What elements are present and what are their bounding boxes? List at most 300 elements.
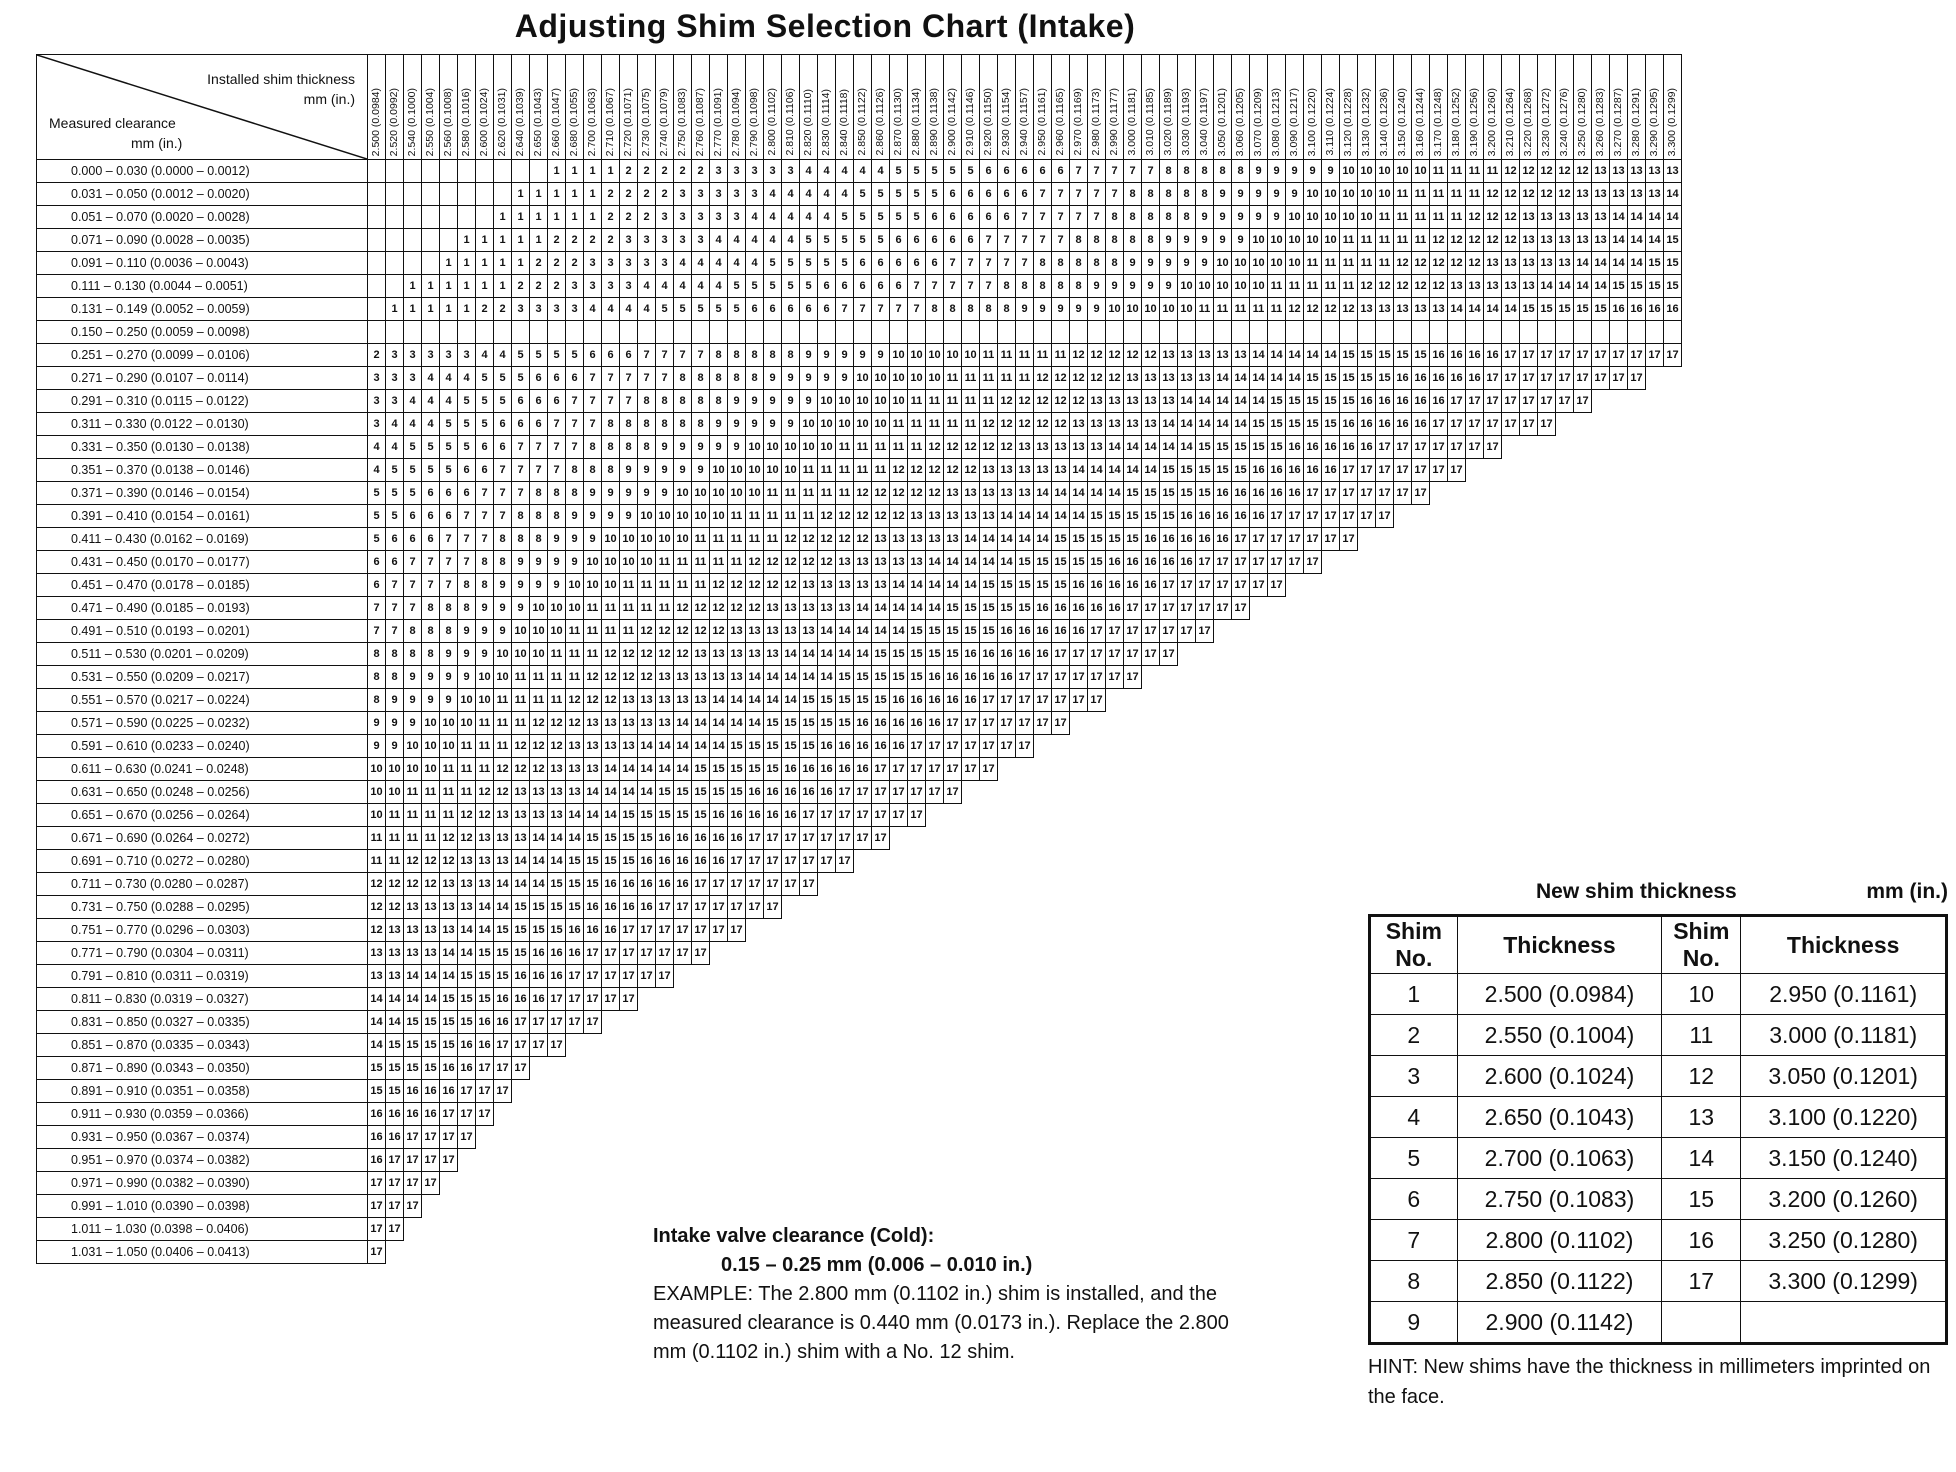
shim-number-cell: 6 bbox=[836, 275, 854, 298]
shim-number-cell: 8 bbox=[1088, 252, 1106, 275]
shim-number-cell: 15 bbox=[530, 919, 548, 942]
shim-number-cell bbox=[818, 1057, 836, 1080]
shim-number-cell: 13 bbox=[1592, 183, 1610, 206]
shim-number-cell: 8 bbox=[656, 390, 674, 413]
note-spec: 0.15 – 0.25 mm (0.006 – 0.010 in.) bbox=[721, 1254, 1033, 1276]
installed-thickness-header bbox=[422, 55, 440, 160]
shim-number-cell: 14 bbox=[494, 896, 512, 919]
shim-number-cell: 8 bbox=[1160, 206, 1178, 229]
shim-number-cell: 17 bbox=[1412, 482, 1430, 505]
shim-number-cell: 8 bbox=[620, 413, 638, 436]
shim-number-cell: 12 bbox=[710, 620, 728, 643]
clearance-range-label: 0.491 – 0.510 (0.0193 – 0.0201) bbox=[37, 620, 368, 643]
shim-number-cell bbox=[782, 942, 800, 965]
shim-number-cell: 17 bbox=[1448, 390, 1466, 413]
shim-number-cell bbox=[1052, 781, 1070, 804]
shim-number-cell bbox=[746, 1011, 764, 1034]
shim-number-cell bbox=[1124, 689, 1142, 712]
shim-no-cell: 4 bbox=[1370, 1097, 1458, 1138]
shim-number-cell: 16 bbox=[602, 873, 620, 896]
shim-number-cell: 15 bbox=[458, 1011, 476, 1034]
shim-number-cell: 16 bbox=[1070, 597, 1088, 620]
shim-number-cell: 8 bbox=[458, 597, 476, 620]
shim-number-cell bbox=[1106, 850, 1124, 873]
installed-thickness-label: 2.810 (0.1106) bbox=[784, 88, 796, 156]
shim-number-cell bbox=[1232, 1080, 1250, 1103]
shim-number-cell: 15 bbox=[440, 1034, 458, 1057]
shim-no-cell: 16 bbox=[1662, 1220, 1741, 1261]
shim-number-cell: 12 bbox=[1394, 275, 1412, 298]
shim-number-cell: 16 bbox=[440, 1080, 458, 1103]
shim-number-cell: 14 bbox=[1160, 413, 1178, 436]
shim-number-cell: 9 bbox=[584, 528, 602, 551]
shim-number-cell: 13 bbox=[944, 528, 962, 551]
shim-number-cell bbox=[1574, 459, 1592, 482]
shim-number-cell bbox=[1502, 689, 1520, 712]
shim-number-cell: 14 bbox=[1574, 252, 1592, 275]
installed-thickness-label: 3.120 (0.1228) bbox=[1342, 87, 1354, 156]
shim-number-cell: 6 bbox=[872, 252, 890, 275]
shim-number-cell: 16 bbox=[1160, 528, 1178, 551]
shim-number-cell bbox=[1286, 1241, 1304, 1264]
shim-number-cell: 14 bbox=[854, 643, 872, 666]
shim-number-cell: 12 bbox=[620, 643, 638, 666]
installed-thickness-header bbox=[1664, 55, 1682, 160]
shim-number-cell: 9 bbox=[494, 597, 512, 620]
shim-number-cell bbox=[1124, 1034, 1142, 1057]
shim-number-cell: 4 bbox=[674, 252, 692, 275]
shim-number-cell: 4 bbox=[710, 275, 728, 298]
shim-number-cell bbox=[530, 1149, 548, 1172]
shim-number-cell: 11 bbox=[566, 666, 584, 689]
shim-number-cell: 17 bbox=[1124, 620, 1142, 643]
installed-thickness-label: 2.960 (0.1165) bbox=[1054, 88, 1066, 156]
shim-number-cell bbox=[1268, 1195, 1286, 1218]
shim-number-cell bbox=[1502, 827, 1520, 850]
shim-number-cell bbox=[458, 160, 476, 183]
shim-number-cell: 2 bbox=[638, 160, 656, 183]
shim-number-cell: 10 bbox=[458, 712, 476, 735]
shim-number-cell bbox=[872, 1011, 890, 1034]
shim-number-cell bbox=[1142, 965, 1160, 988]
shim-number-cell: 8 bbox=[1034, 275, 1052, 298]
shim-number-cell bbox=[1466, 735, 1484, 758]
shim-number-cell bbox=[1214, 1195, 1232, 1218]
shim-number-cell bbox=[674, 988, 692, 1011]
shim-number-cell bbox=[854, 1057, 872, 1080]
shim-number-cell bbox=[1664, 482, 1682, 505]
shim-number-cell bbox=[980, 919, 998, 942]
new-shim-table-block bbox=[1368, 878, 1948, 1345]
shim-number-cell: 3 bbox=[656, 252, 674, 275]
grid-corner-header bbox=[37, 55, 368, 160]
clearance-range-label: 1.031 – 1.050 (0.0406 – 0.0413) bbox=[37, 1241, 368, 1264]
shim-number-cell: 17 bbox=[512, 1034, 530, 1057]
shim-number-cell bbox=[512, 1218, 530, 1241]
shim-number-cell bbox=[1394, 574, 1412, 597]
shim-number-cell bbox=[944, 873, 962, 896]
shim-number-cell bbox=[476, 183, 494, 206]
shim-number-cell: 10 bbox=[458, 689, 476, 712]
shim-number-cell: 9 bbox=[1052, 298, 1070, 321]
installed-thickness-header bbox=[1322, 55, 1340, 160]
shim-number-cell bbox=[1286, 1126, 1304, 1149]
shim-number-cell: 10 bbox=[818, 413, 836, 436]
shim-number-cell bbox=[1124, 1080, 1142, 1103]
shim-number-cell: 7 bbox=[548, 436, 566, 459]
shim-number-cell: 10 bbox=[674, 482, 692, 505]
shim-number-cell: 17 bbox=[728, 896, 746, 919]
shim-number-cell: 12 bbox=[1520, 183, 1538, 206]
shim-number-cell: 3 bbox=[638, 229, 656, 252]
shim-number-cell: 17 bbox=[926, 735, 944, 758]
shim-number-cell bbox=[1160, 758, 1178, 781]
shim-number-cell: 13 bbox=[836, 574, 854, 597]
shim-number-cell: 8 bbox=[692, 367, 710, 390]
shim-number-cell bbox=[1268, 781, 1286, 804]
shim-number-cell: 17 bbox=[368, 1172, 386, 1195]
shim-number-cell: 14 bbox=[1250, 367, 1268, 390]
shim-number-cell: 15 bbox=[548, 896, 566, 919]
shim-number-cell bbox=[926, 965, 944, 988]
shim-number-cell: 15 bbox=[962, 597, 980, 620]
shim-no-cell: 7 bbox=[1370, 1220, 1458, 1261]
shim-number-cell bbox=[1142, 1149, 1160, 1172]
shim-number-cell: 17 bbox=[404, 1195, 422, 1218]
shim-number-cell: 3 bbox=[404, 344, 422, 367]
shim-number-cell: 1 bbox=[548, 160, 566, 183]
shim-number-cell: 12 bbox=[638, 666, 656, 689]
shim-number-cell bbox=[1520, 574, 1538, 597]
shim-number-cell bbox=[1016, 781, 1034, 804]
shim-number-cell bbox=[1664, 827, 1682, 850]
shim-number-cell: 7 bbox=[1034, 229, 1052, 252]
shim-number-cell bbox=[854, 942, 872, 965]
shim-number-cell: 17 bbox=[1214, 574, 1232, 597]
shim-number-cell: 12 bbox=[890, 459, 908, 482]
installed-thickness-label: 2.790 (0.1098) bbox=[748, 87, 760, 156]
shim-number-cell bbox=[1592, 574, 1610, 597]
shim-number-cell bbox=[728, 1080, 746, 1103]
shim-number-cell: 4 bbox=[746, 229, 764, 252]
installed-thickness-header bbox=[1502, 55, 1520, 160]
shim-number-cell bbox=[1448, 712, 1466, 735]
shim-number-cell: 13 bbox=[566, 758, 584, 781]
shim-number-cell bbox=[1124, 1011, 1142, 1034]
shim-number-cell: 1 bbox=[386, 298, 404, 321]
shim-number-cell bbox=[890, 942, 908, 965]
shim-number-cell: 8 bbox=[530, 505, 548, 528]
shim-number-cell: 10 bbox=[530, 643, 548, 666]
shim-number-cell bbox=[1250, 988, 1268, 1011]
shim-number-cell: 14 bbox=[386, 1011, 404, 1034]
installed-thickness-header bbox=[1124, 55, 1142, 160]
shim-number-cell bbox=[1196, 827, 1214, 850]
clearance-range-label: 0.911 – 0.930 (0.0359 – 0.0366) bbox=[37, 1103, 368, 1126]
shim-number-cell: 6 bbox=[818, 275, 836, 298]
shim-number-cell: 13 bbox=[1502, 275, 1520, 298]
shim-number-cell: 14 bbox=[908, 597, 926, 620]
shim-number-cell: 16 bbox=[746, 804, 764, 827]
shim-number-cell: 1 bbox=[440, 298, 458, 321]
shim-number-cell bbox=[1430, 482, 1448, 505]
installed-thickness-header bbox=[782, 55, 800, 160]
shim-number-cell bbox=[1232, 827, 1250, 850]
shim-number-cell: 5 bbox=[872, 206, 890, 229]
shim-number-cell bbox=[1430, 643, 1448, 666]
shim-number-cell bbox=[926, 1149, 944, 1172]
shim-number-cell: 12 bbox=[872, 482, 890, 505]
shim-number-cell: 15 bbox=[1250, 436, 1268, 459]
shim-number-cell bbox=[368, 321, 386, 344]
installed-thickness-label: 2.660 (0.1047) bbox=[550, 87, 562, 156]
shim-number-cell: 17 bbox=[728, 850, 746, 873]
shim-number-cell: 10 bbox=[476, 666, 494, 689]
shim-number-cell: 8 bbox=[476, 574, 494, 597]
shim-number-cell bbox=[1052, 1195, 1070, 1218]
shim-number-cell: 15 bbox=[710, 758, 728, 781]
shim-number-cell bbox=[1484, 528, 1502, 551]
shim-number-cell bbox=[1088, 1080, 1106, 1103]
shim-number-cell: 15 bbox=[1034, 574, 1052, 597]
shim-number-cell: 15 bbox=[458, 965, 476, 988]
shim-number-cell bbox=[1322, 804, 1340, 827]
thickness-cell: 2.600 (0.1024) bbox=[1457, 1056, 1662, 1097]
installed-thickness-label: 2.560 (0.1008) bbox=[442, 87, 454, 156]
shim-number-cell: 10 bbox=[602, 551, 620, 574]
shim-number-cell bbox=[1646, 620, 1664, 643]
shim-number-cell bbox=[764, 1080, 782, 1103]
shim-number-cell: 12 bbox=[440, 827, 458, 850]
shim-number-cell: 16 bbox=[980, 643, 998, 666]
shim-number-cell bbox=[1610, 459, 1628, 482]
shim-number-cell: 17 bbox=[1232, 528, 1250, 551]
installed-thickness-label: 2.910 (0.1146) bbox=[964, 88, 976, 156]
shim-number-cell: 16 bbox=[710, 850, 728, 873]
shim-number-cell bbox=[1412, 643, 1430, 666]
shim-number-cell bbox=[1574, 689, 1592, 712]
shim-number-cell: 9 bbox=[1196, 206, 1214, 229]
shim-number-cell bbox=[962, 1149, 980, 1172]
shim-number-cell: 17 bbox=[1340, 459, 1358, 482]
shim-number-cell bbox=[1646, 482, 1664, 505]
shim-number-cell: 14 bbox=[1142, 436, 1160, 459]
shim-number-cell bbox=[746, 321, 764, 344]
shim-number-cell: 2 bbox=[548, 229, 566, 252]
shim-number-cell bbox=[980, 942, 998, 965]
shim-number-cell bbox=[1448, 643, 1466, 666]
shim-number-cell: 15 bbox=[800, 712, 818, 735]
shim-number-cell bbox=[962, 781, 980, 804]
installed-thickness-header bbox=[890, 55, 908, 160]
shim-number-cell bbox=[1502, 735, 1520, 758]
shim-number-cell: 10 bbox=[836, 390, 854, 413]
shim-number-cell bbox=[638, 1011, 656, 1034]
shim-number-cell bbox=[1538, 781, 1556, 804]
shim-number-cell bbox=[1304, 321, 1322, 344]
installed-thickness-header bbox=[1556, 55, 1574, 160]
shim-number-cell: 11 bbox=[692, 528, 710, 551]
shim-number-cell: 16 bbox=[620, 896, 638, 919]
shim-number-cell bbox=[782, 1011, 800, 1034]
shim-number-cell: 16 bbox=[1376, 390, 1394, 413]
shim-number-cell: 1 bbox=[584, 183, 602, 206]
shim-number-cell bbox=[1646, 367, 1664, 390]
new-shim-caption-text: New shim thickness bbox=[1536, 880, 1737, 903]
shim-number-cell: 9 bbox=[656, 436, 674, 459]
shim-number-cell: 12 bbox=[404, 873, 422, 896]
shim-number-cell bbox=[980, 1126, 998, 1149]
shim-number-cell: 17 bbox=[980, 758, 998, 781]
installed-thickness-label: 2.780 (0.1094) bbox=[730, 87, 742, 156]
shim-number-cell: 14 bbox=[1214, 413, 1232, 436]
shim-number-cell: 3 bbox=[440, 344, 458, 367]
shim-number-cell bbox=[1466, 781, 1484, 804]
shim-number-cell: 5 bbox=[926, 183, 944, 206]
shim-number-cell bbox=[1268, 850, 1286, 873]
shim-number-cell bbox=[1520, 735, 1538, 758]
shim-number-cell bbox=[1178, 804, 1196, 827]
shim-number-cell: 3 bbox=[620, 252, 638, 275]
shim-number-cell: 3 bbox=[746, 183, 764, 206]
shim-number-cell bbox=[1304, 758, 1322, 781]
shim-number-cell bbox=[800, 965, 818, 988]
shim-number-cell bbox=[1268, 620, 1286, 643]
shim-number-cell: 6 bbox=[368, 574, 386, 597]
shim-number-cell: 7 bbox=[1124, 160, 1142, 183]
shim-number-cell bbox=[872, 873, 890, 896]
shim-number-cell: 17 bbox=[1106, 620, 1124, 643]
shim-number-cell: 17 bbox=[584, 1011, 602, 1034]
installed-thickness-header bbox=[1628, 55, 1646, 160]
shim-number-cell bbox=[1232, 1034, 1250, 1057]
shim-number-cell: 17 bbox=[386, 1172, 404, 1195]
shim-number-cell: 6 bbox=[422, 528, 440, 551]
shim-number-cell: 15 bbox=[1646, 252, 1664, 275]
shim-number-cell bbox=[800, 1126, 818, 1149]
shim-number-cell: 10 bbox=[926, 344, 944, 367]
shim-number-cell bbox=[1376, 781, 1394, 804]
shim-number-cell bbox=[404, 183, 422, 206]
shim-number-cell: 16 bbox=[1358, 413, 1376, 436]
shim-number-cell: 12 bbox=[818, 528, 836, 551]
shim-number-cell bbox=[1556, 482, 1574, 505]
shim-number-cell: 12 bbox=[1502, 183, 1520, 206]
clearance-range-label: 0.331 – 0.350 (0.0130 – 0.0138) bbox=[37, 436, 368, 459]
shim-number-cell: 5 bbox=[530, 344, 548, 367]
shim-number-cell: 11 bbox=[584, 597, 602, 620]
shim-number-cell bbox=[1196, 735, 1214, 758]
shim-number-cell bbox=[746, 1149, 764, 1172]
shim-number-cell bbox=[1574, 850, 1592, 873]
clearance-range-label: 0.791 – 0.810 (0.0311 – 0.0319) bbox=[37, 965, 368, 988]
shim-number-cell bbox=[1088, 712, 1106, 735]
shim-number-cell bbox=[872, 988, 890, 1011]
shim-number-cell: 8 bbox=[980, 298, 998, 321]
shim-number-cell bbox=[1016, 1034, 1034, 1057]
shim-number-cell bbox=[1250, 896, 1268, 919]
shim-number-cell bbox=[1214, 988, 1232, 1011]
shim-number-cell: 14 bbox=[1286, 344, 1304, 367]
shim-number-cell bbox=[710, 1057, 728, 1080]
shim-number-cell: 17 bbox=[548, 1011, 566, 1034]
shim-number-cell: 10 bbox=[440, 735, 458, 758]
shim-number-cell: 17 bbox=[1646, 344, 1664, 367]
shim-number-cell bbox=[1088, 1149, 1106, 1172]
shim-number-cell: 16 bbox=[566, 919, 584, 942]
shim-number-cell bbox=[1628, 804, 1646, 827]
shim-number-cell: 14 bbox=[1628, 229, 1646, 252]
shim-number-cell bbox=[890, 1195, 908, 1218]
shim-number-cell bbox=[1124, 735, 1142, 758]
shim-number-cell: 14 bbox=[1232, 413, 1250, 436]
shim-number-cell: 13 bbox=[980, 505, 998, 528]
shim-number-cell bbox=[566, 1218, 584, 1241]
shim-number-cell bbox=[656, 1172, 674, 1195]
shim-number-cell: 10 bbox=[800, 413, 818, 436]
shim-number-cell bbox=[1556, 712, 1574, 735]
shim-number-cell bbox=[1304, 1241, 1322, 1264]
shim-number-cell bbox=[1358, 321, 1376, 344]
shim-number-cell: 17 bbox=[1304, 528, 1322, 551]
shim-number-cell: 15 bbox=[602, 850, 620, 873]
shim-number-cell: 17 bbox=[1358, 482, 1376, 505]
shim-number-cell bbox=[1214, 735, 1232, 758]
shim-number-cell: 1 bbox=[548, 206, 566, 229]
shim-number-cell: 15 bbox=[1322, 413, 1340, 436]
clearance-range-label: 0.371 – 0.390 (0.0146 – 0.0154) bbox=[37, 482, 368, 505]
installed-thickness-label: 2.980 (0.1173) bbox=[1090, 88, 1102, 156]
shim-number-cell: 14 bbox=[1664, 206, 1682, 229]
shim-no-header: Shim No. bbox=[1370, 916, 1458, 974]
shim-number-cell: 11 bbox=[800, 505, 818, 528]
shim-number-cell: 17 bbox=[944, 735, 962, 758]
shim-number-cell bbox=[1538, 689, 1556, 712]
shim-number-cell: 14 bbox=[980, 528, 998, 551]
shim-number-cell bbox=[1628, 528, 1646, 551]
shim-number-cell: 9 bbox=[728, 413, 746, 436]
shim-number-cell bbox=[944, 1172, 962, 1195]
shim-number-cell bbox=[1520, 666, 1538, 689]
shim-number-cell bbox=[926, 1103, 944, 1126]
shim-number-cell bbox=[1664, 850, 1682, 873]
shim-number-cell: 6 bbox=[962, 206, 980, 229]
shim-number-cell bbox=[512, 160, 530, 183]
shim-number-cell bbox=[944, 1057, 962, 1080]
shim-number-cell: 11 bbox=[1340, 275, 1358, 298]
shim-number-cell: 3 bbox=[728, 183, 746, 206]
shim-number-cell: 14 bbox=[1052, 482, 1070, 505]
shim-number-cell bbox=[1466, 620, 1484, 643]
shim-number-cell bbox=[926, 1057, 944, 1080]
shim-number-cell bbox=[1016, 1103, 1034, 1126]
shim-number-cell: 11 bbox=[638, 597, 656, 620]
shim-number-cell bbox=[1286, 873, 1304, 896]
shim-number-cell: 14 bbox=[422, 965, 440, 988]
shim-number-cell bbox=[1052, 1057, 1070, 1080]
thickness-cell: 2.700 (0.1063) bbox=[1457, 1138, 1662, 1179]
shim-number-cell: 10 bbox=[548, 597, 566, 620]
shim-number-cell: 15 bbox=[1106, 528, 1124, 551]
new-shim-row bbox=[1370, 1261, 1947, 1302]
shim-number-cell bbox=[1574, 597, 1592, 620]
shim-number-cell bbox=[584, 321, 602, 344]
shim-number-cell bbox=[1106, 758, 1124, 781]
shim-number-cell bbox=[1286, 1057, 1304, 1080]
shim-number-cell bbox=[1484, 620, 1502, 643]
shim-number-cell: 10 bbox=[368, 781, 386, 804]
shim-number-cell: 11 bbox=[746, 505, 764, 528]
